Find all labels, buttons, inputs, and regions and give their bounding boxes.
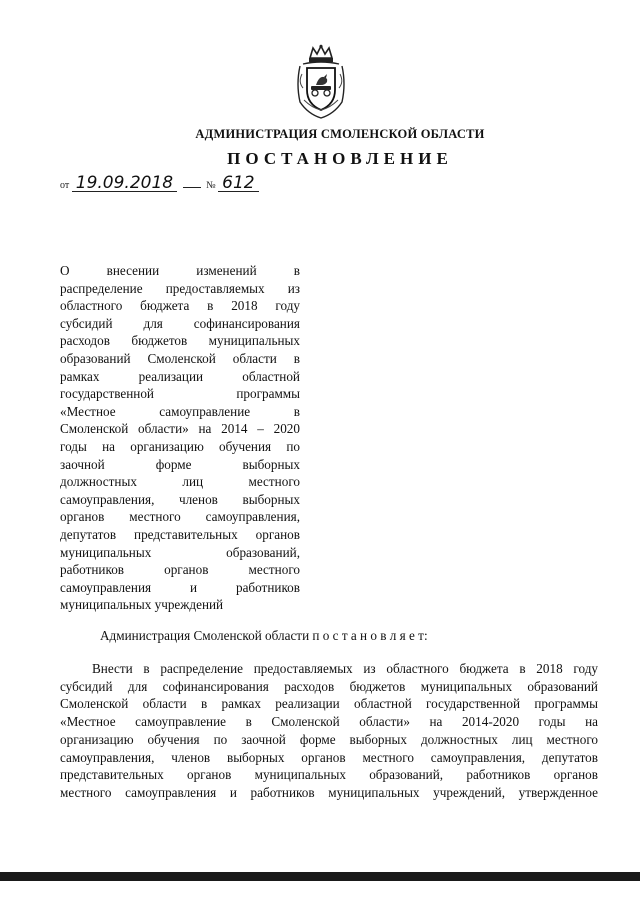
body-line: Внести в распределение предоставляемых из областного бюджета в 2018 году <box>92 661 598 676</box>
subject-line: «Местное самоуправление в <box>60 403 300 419</box>
subject-line: самоуправления, членов выборных <box>60 491 300 507</box>
date-number-line <box>60 175 259 192</box>
subject-line: государственной программы <box>60 386 300 402</box>
subject-line: областного бюджета в 2018 году <box>60 298 300 314</box>
subject-line: субсидий для софинансирования <box>60 315 300 331</box>
subject-line: образований Смоленской области в <box>60 350 300 366</box>
scan-bottom-border <box>0 872 640 881</box>
body-line: субсидий для софинансирования расходов бюджетов муниципальных образований <box>60 678 598 694</box>
subject-line: муниципальных образований, <box>60 544 300 560</box>
organization-name: АДМИНИСТРАЦИЯ СМОЛЕНСКОЙ ОБЛАСТИ <box>195 127 485 141</box>
subject-line: Смоленской области» на 2014 – 2020 <box>60 421 300 437</box>
subject-line: муниципальных учреждений <box>60 597 224 613</box>
document-type-title: ПОСТАНОВЛЕНИЕ <box>227 149 453 168</box>
subject-line: заочной форме выборных <box>60 456 300 472</box>
underline-gap <box>183 187 201 188</box>
subject-line: самоуправления и работников <box>60 579 300 595</box>
date-label: от <box>60 180 70 191</box>
body-line: Смоленской области в рамках реализации областной государственной программы <box>60 696 598 712</box>
resolution-body <box>60 660 598 802</box>
subject-line: расходов бюджетов муниципальных <box>60 333 300 349</box>
body-line: «Местное самоуправление в Смоленской области» на 2014-2020 годы на <box>60 714 598 730</box>
subject-line: должностных лиц местного <box>60 474 300 490</box>
subject-line: работников органов местного <box>60 562 300 578</box>
body-line: организацию обучения по заочной форме выборных должностных лиц местного <box>60 731 598 747</box>
handwritten-date: 19.09.2018 <box>72 175 177 192</box>
body-line: представительных органов муниципальных образований, работников органов <box>60 767 598 783</box>
smolensk-coat-of-arms-icon <box>294 44 348 120</box>
document-subject <box>60 262 300 614</box>
subject-line: депутатов представительных органов <box>60 526 300 542</box>
preamble-text: Администрация Смоленской области п о с т а н о в л я е т: <box>100 628 428 643</box>
handwritten-number: 612 <box>218 175 258 192</box>
subject-line: годы на организацию обучения по <box>60 438 300 454</box>
number-label: № <box>206 180 216 191</box>
subject-line: распределение предоставляемых из <box>60 280 300 296</box>
body-line: местного самоуправления и работников муниципальных учреждений, утвержденное <box>60 784 598 800</box>
subject-line: О внесении изменений в <box>60 263 300 278</box>
subject-line: органов местного самоуправления, <box>60 509 300 525</box>
body-line: самоуправления, членов выборных органов местного самоуправления, депутатов <box>60 749 598 765</box>
subject-line: рамках реализации областной <box>60 368 300 384</box>
